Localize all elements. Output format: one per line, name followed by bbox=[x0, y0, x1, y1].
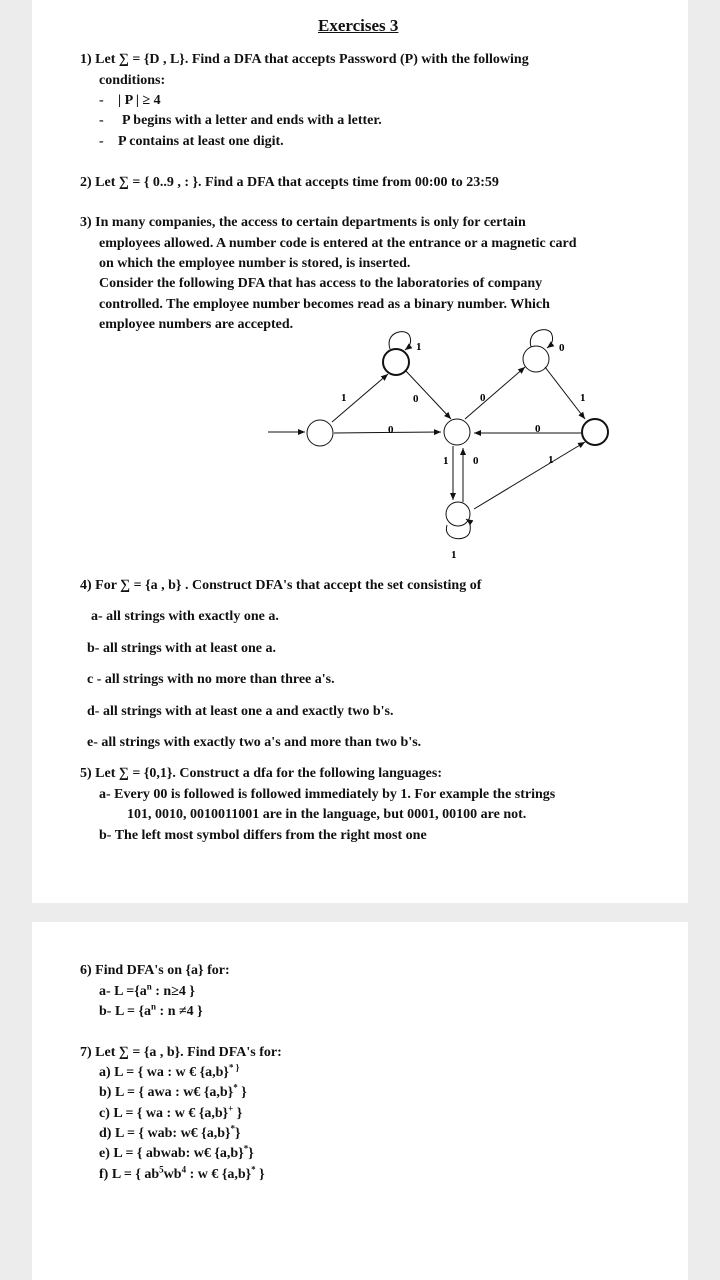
q4-b: b- all strings with at least one a. bbox=[87, 641, 276, 656]
label-c-b: 0 bbox=[480, 392, 486, 404]
label-d-loop: 1 bbox=[451, 549, 457, 561]
dfa-diagram bbox=[32, 325, 688, 565]
q7-e: e) L = { abwab: w€ {a,b}*} bbox=[99, 1143, 254, 1161]
label-b-loop: 0 bbox=[559, 342, 565, 354]
q4-d: d- all strings with at least one a and exactly two b's. bbox=[87, 704, 394, 719]
q7-a: a) L = { wa : w € {a,b}* } bbox=[99, 1062, 240, 1080]
q2-line: 2) Let ∑ = { 0..9 , : }. Find a DFA that accepts time from 00:00 to 23:59 bbox=[80, 175, 499, 190]
edge-c-b bbox=[465, 367, 525, 419]
q3-line-4: Consider the following DFA that has access to the laboratories of company bbox=[99, 276, 543, 291]
loop-a bbox=[389, 332, 411, 350]
state-d bbox=[446, 502, 470, 526]
label-start-a: 1 bbox=[341, 392, 347, 404]
label-a-c: 0 bbox=[413, 393, 419, 405]
q4-line: 4) For ∑ = {a , b} . Construct DFA's that accept the set consisting of bbox=[80, 578, 482, 593]
state-a-accept bbox=[383, 349, 409, 375]
state-c bbox=[444, 419, 470, 445]
state-start bbox=[307, 420, 333, 446]
label-f-c: 0 bbox=[535, 423, 541, 435]
q1-c1-dash: - bbox=[99, 93, 104, 108]
q1-condition-1: | P | ≥ 4 bbox=[118, 93, 161, 108]
page-2 bbox=[32, 922, 688, 1280]
q7-line: 7) Let ∑ = {a , b}. Find DFA's for: bbox=[80, 1045, 282, 1060]
label-b-f: 1 bbox=[580, 392, 586, 404]
state-b bbox=[523, 346, 549, 372]
label-a-loop: 1 bbox=[416, 341, 422, 353]
q1-condition-3: P contains at least one digit. bbox=[118, 134, 284, 149]
page-1 bbox=[32, 0, 688, 903]
state-f-accept bbox=[582, 419, 608, 445]
label-start-c: 0 bbox=[388, 424, 394, 436]
q4-c: c - all strings with no more than three a's. bbox=[87, 672, 335, 687]
q7-f: f) L = { $ab^5wb^4$ : w € {a,b}* } bbox=[99, 1164, 265, 1182]
q1-condition-2: P begins with a letter and ends with a letter. bbox=[122, 113, 382, 128]
q3-line-2: employees allowed. A number code is entered at the entrance or a magnetic card bbox=[99, 236, 577, 251]
label-c-d: 1 bbox=[443, 455, 449, 467]
q7-b: b) L = { awa : w€ {a,b}* } bbox=[99, 1082, 247, 1100]
q5-line: 5) Let ∑ = {0,1}. Construct a dfa for the following languages: bbox=[80, 766, 442, 781]
q5-b: b- The left most symbol differs from the right most one bbox=[99, 828, 427, 843]
q5-a-line1: a- Every 00 is followed is followed immediately by 1. For example the strings bbox=[99, 787, 556, 802]
edge-a-c bbox=[405, 370, 451, 419]
q3-line-3: on which the employee number is stored, is inserted. bbox=[99, 256, 411, 271]
q1-line1: 1) Let ∑ = {D , L}. Find a DFA that accepts Password (P) with the following bbox=[80, 52, 529, 67]
q1-line2: conditions: bbox=[99, 73, 166, 88]
q7-c: c) L = { wa : w € {a,b}+ } bbox=[99, 1103, 243, 1121]
q6-b: b- $L = \{a^n$ : n ≠4 } bbox=[99, 1001, 203, 1019]
q5-a-line2: 101, 0010, 0010011001 are in the language, but 0001, 00100 are not. bbox=[127, 807, 527, 822]
edge-b-f bbox=[545, 367, 585, 419]
edge-d-f bbox=[474, 442, 585, 509]
label-d-c: 0 bbox=[473, 455, 479, 467]
q7-d: d) L = { wab: w€ {a,b}*} bbox=[99, 1123, 241, 1141]
q4-a: a- all strings with exactly one a. bbox=[91, 609, 279, 624]
q1-c2-dash: - bbox=[99, 113, 104, 128]
loop-b bbox=[530, 330, 552, 348]
page-title: Exercises 3 bbox=[318, 16, 399, 35]
q6-a: a- $L =\{a^n$ : n≥4 } bbox=[99, 981, 195, 999]
q4-e: e- all strings with exactly two a's and more than two b's. bbox=[87, 735, 422, 750]
q3-line-6: employee numbers are accepted. bbox=[99, 317, 294, 332]
q6-line: 6) Find DFA's on {a} for: bbox=[80, 963, 230, 978]
q1-c3-dash: - bbox=[99, 134, 104, 149]
label-d-f: 1 bbox=[548, 454, 554, 466]
q3-line-5: controlled. The employee number becomes read as a binary number. Which bbox=[99, 297, 550, 312]
q3-line-1: 3) In many companies, the access to certain departments is only for certain bbox=[80, 215, 526, 230]
